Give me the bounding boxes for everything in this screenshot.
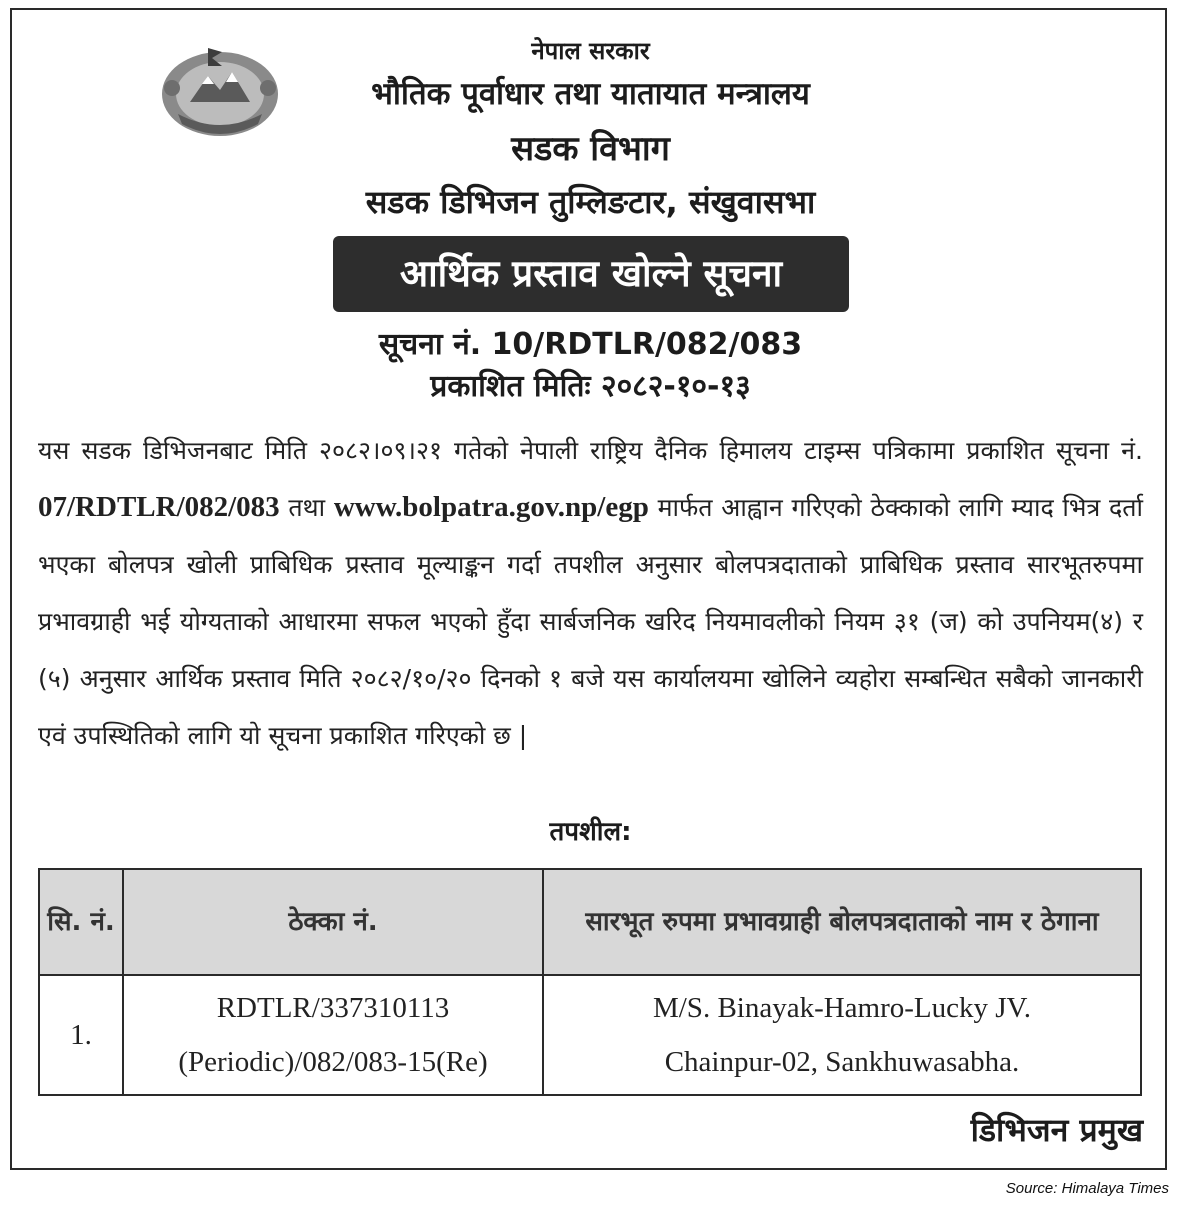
cell-bidder xyxy=(543,975,1141,1095)
body-part-3: मार्फत आह्वान गरिएको ठेक्काको लागि म्याद भित्र दर्ता भएका बोलपत्र खोली प्राबिधिक प्रस्ताव मूल्याङ्कन गर्दा तपशील अनुसार बोलपत्रदाताको प्राबिधिक प्रस्ताव सारभूतरुपमा प्रभावग्राही भई योग्यताको आधारमा सफल भएको हुँदा सार्बजनिक खरिद नियमावलीको नियम ३१ (ज) को उपनियम(४) र (५) अनुसार आर्थिक प्रस्ताव मिति २०८२/१०/२० दिनको १ बजे यस कार्यालयमा खोलिने व्यहोरा सम्बन्धित सबैको जानकारी एवं उपस्थितिको लागि यो सूचना प्रकाशित गरिएको छ | xyxy=(38,493,1144,750)
table-header-row xyxy=(39,869,1141,975)
reference-notice-number: 07/RDTLR/082/083 xyxy=(38,491,280,523)
contract-line-2: (Periodic)/082/083-15(Re) xyxy=(178,1046,488,1078)
header-contract-no: ठेक्का नं. xyxy=(123,869,543,975)
header-serial: सि. नं. xyxy=(39,869,123,975)
cell-serial: 1. xyxy=(39,975,123,1095)
bidder-table xyxy=(38,868,1142,1096)
published-date: प्रकाशित मितिः २०८२-१०-१३ xyxy=(430,369,751,404)
ministry-name: भौतिक पूर्वाधार तथा यातायात मन्त्रालय xyxy=(371,76,810,112)
division-name: सडक डिभिजन तुम्लिङटार, संखुवासभा xyxy=(365,183,816,221)
header-bidder: सारभूत रुपमा प्रभावग्राही बोलपत्रदाताको नाम र ठेगाना xyxy=(543,869,1141,975)
cell-contract-no xyxy=(123,975,543,1095)
table-row xyxy=(39,975,1141,1095)
bidder-line-2: Chainpur-02, Sankhuwasabha. xyxy=(664,1046,1020,1078)
notice-body xyxy=(38,422,1143,764)
body-part-2: तथा xyxy=(279,493,334,522)
bidder-line-1: M/S. Binayak-Hamro-Lucky JV. xyxy=(652,992,1032,1024)
department-name: सडक विभाग xyxy=(511,129,670,169)
body-part-1: यस सडक डिभिजनबाट मिति २०८२।०९।२१ गतेको नेपाली राष्ट्रिय दैनिक हिमालय टाइम्स पत्रिकामा प्रकाशित सूचना नं. xyxy=(38,436,1143,465)
contract-line-1: RDTLR/337310113 xyxy=(216,992,450,1024)
government-name: नेपाल सरकार xyxy=(531,37,650,65)
signature-title: डिभिजन प्रमुख xyxy=(970,1111,1143,1149)
website-link[interactable]: www.bolpatra.gov.np/egp xyxy=(333,491,649,523)
details-label: तपशील: xyxy=(549,817,632,847)
notice-number: सूचना नं. 10/RDTLR/082/083 xyxy=(378,327,803,362)
source-credit: Source: Himalaya Times xyxy=(1005,1180,1169,1197)
notice-title: आर्थिक प्रस्ताव खोल्ने सूचना xyxy=(333,236,849,312)
